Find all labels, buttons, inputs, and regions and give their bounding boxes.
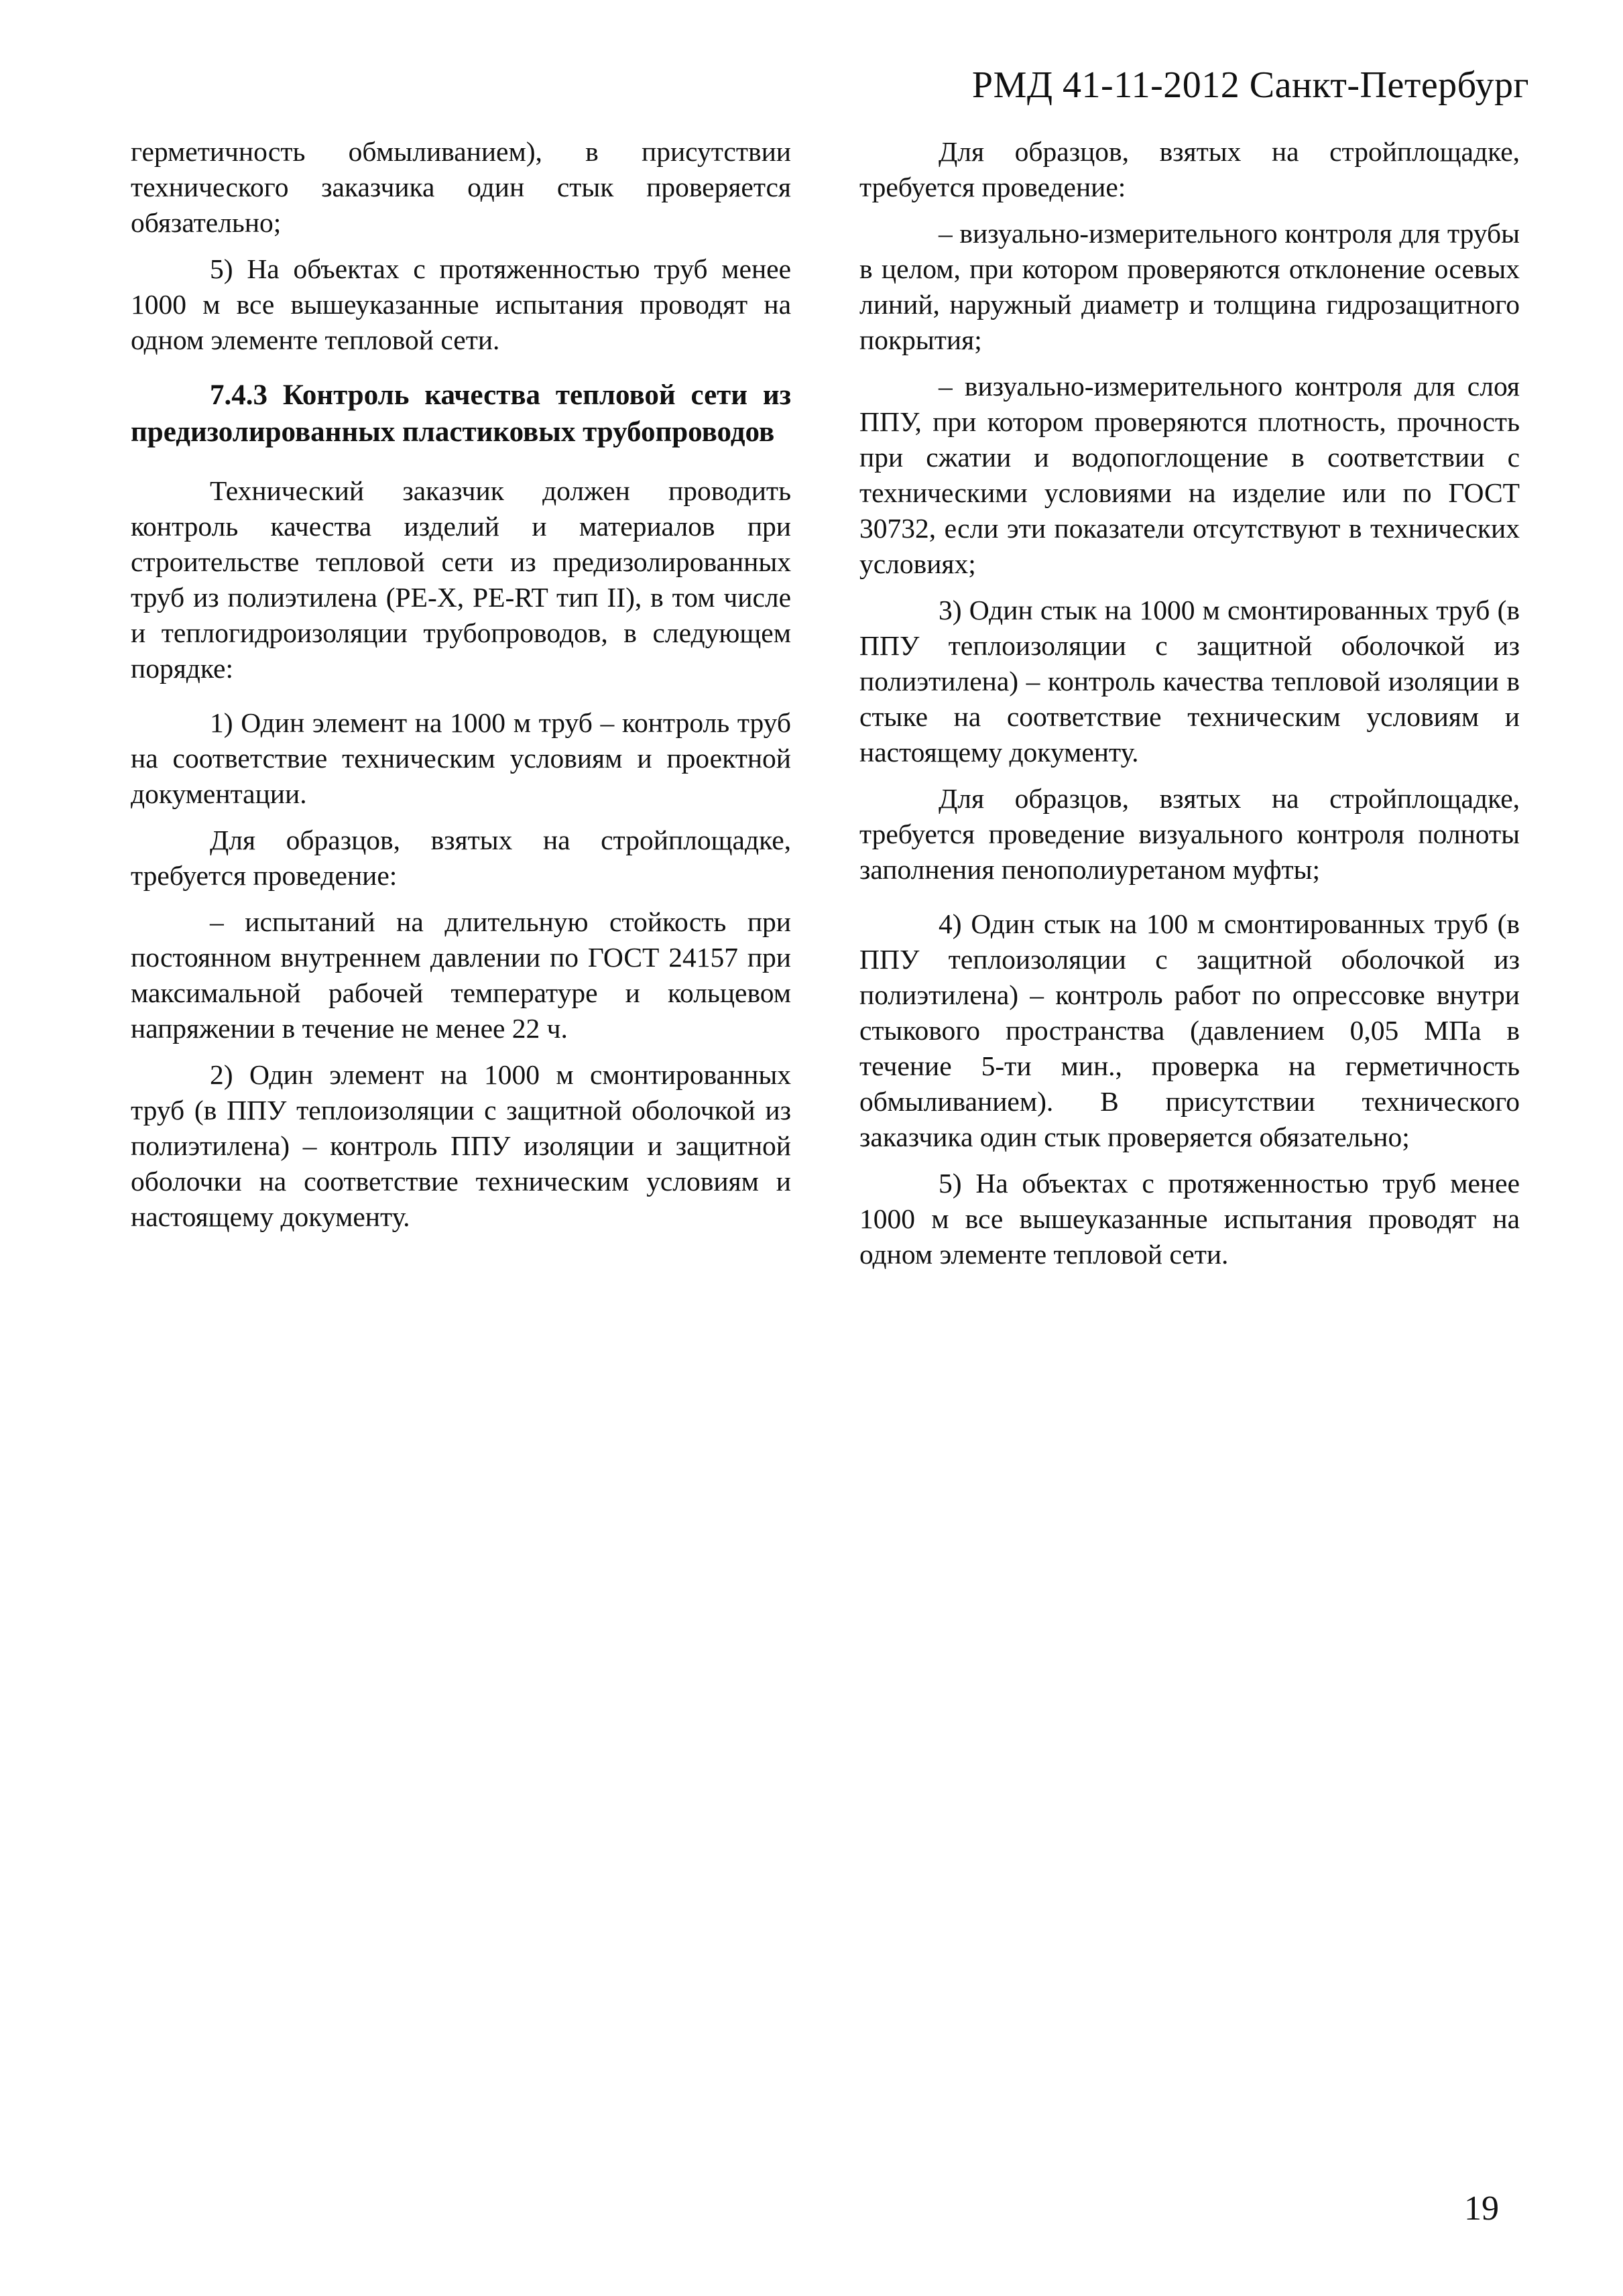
list-item: – визуально-измерительного контроля для слоя ППУ, при котором проверяются плотность, прочность при сжатии и водопоглощение в соответствии с техническими условиями на изделие или по ГОСТ 30732, если эти показатели отсутствуют в технических условиях; <box>859 371 1520 579</box>
left-column <box>131 134 791 1246</box>
paragraph: 3) Один стык на 1000 м смонтированных труб (в ППУ теплоизоляции с защитной оболочкой из полиэтилена) – контроль качества тепловой изоляции в стыке на соответствие техническим условиям и настоящему документу. <box>859 595 1520 768</box>
list-item: – визуально-измерительного контроля для трубы в целом, при котором проверяются отклонение осевых линий, наружный диаметр и толщина гидрозащитного покрытия; <box>859 218 1520 355</box>
paragraph: 2) Один элемент на 1000 м смонтированных труб (в ППУ теплоизоляции с защитной оболочкой из полиэтилена) – контроль ППУ изоляции и защитной оболочки на соответствие техническим условиям и настоящему документу. <box>131 1059 791 1232</box>
paragraph: 4) Один стык на 100 м смонтированных труб (в ППУ теплоизоляции с защитной оболочкой из полиэтилена) – контроль работ по опрессовке внутри стыкового пространства (давлением 0,05 МПа в течение 5-ти мин., проверка на герметичность обмыливанием). В присутствии технического заказчика один стык проверяется обязательно; <box>859 908 1520 1152</box>
right-column <box>859 134 1520 1283</box>
paragraph: Для образцов, взятых на стройплощадке, требуется проведение: <box>859 136 1520 202</box>
paragraph: Для образцов, взятых на стройплощадке, требуется проведение: <box>131 825 791 891</box>
paragraph: 5) На объектах с протяженностью труб менее 1000 м все вышеуказанные испытания проводят на одном элементе тепловой сети. <box>859 1168 1520 1270</box>
paragraph: герметичность обмыливанием), в присутствии технического заказчика один стык проверяется обязательно; <box>131 136 791 238</box>
paragraph: Для образцов, взятых на стройплощадке, требуется проведение визуального контроля полноты заполнения пенополиуретаном муфты; <box>859 783 1520 885</box>
paragraph: 5) На объектах с протяженностью труб менее 1000 м все вышеуказанные испытания проводят на одном элементе тепловой сети. <box>131 253 791 355</box>
section-heading: 7.4.3 Контроль качества тепловой сети из предизолированных пластиковых трубопроводов <box>131 379 791 448</box>
page-header: РМД 41-11-2012 Санкт-Петербург <box>971 64 1529 106</box>
paragraph: 1) Один элемент на 1000 м труб – контроль труб на соответствие техническим условиям и проектной документации. <box>131 707 791 809</box>
paragraph: Технический заказчик должен проводить контроль качества изделий и материалов при строительстве тепловой сети из предизолированных труб из полиэтилена (PE-X, PE-RT тип II), в том числе и теплогидроизоляции трубопроводов, в следующем порядке: <box>131 475 791 684</box>
page-number: 19 <box>1464 2189 1499 2228</box>
list-item: – испытаний на длительную стойкость при постоянном внутреннем давлении по ГОСТ 24157 при максимальной рабочей температуре и кольцевом напряжении в течение не менее 22 ч. <box>131 906 791 1044</box>
